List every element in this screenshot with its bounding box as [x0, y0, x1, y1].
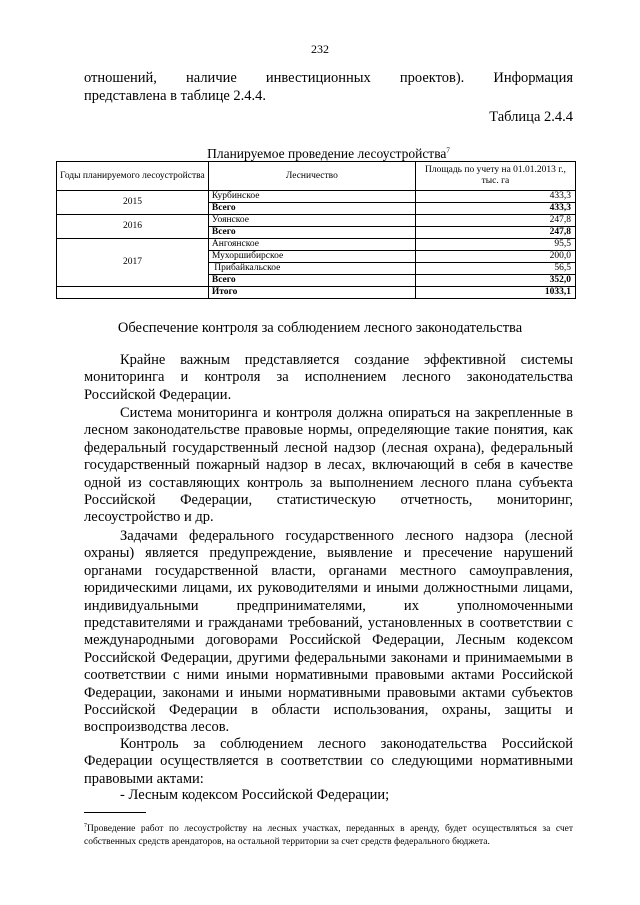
table-title: Планируемое проведение лесоустройства$^7$: [207, 146, 450, 161]
intro-line-1: отношений, наличие инвестиционных проектов). Информация: [84, 70, 573, 86]
table-row: [57, 215, 576, 227]
table-row: [57, 287, 576, 299]
footnote-mark: 7: [446, 146, 450, 155]
forest-management-table: [56, 161, 576, 299]
table-row: [57, 191, 576, 203]
forestry-cell: Уоянское: [208, 215, 415, 227]
total-label-cell: Всего: [208, 227, 415, 239]
paragraph-4: Контроль за соблюдением лесного законодательства Российской Федерации осуществляется в соответствии со следующими нормативными правовыми актами:: [84, 736, 573, 787]
year-cell: 2016: [57, 215, 209, 239]
forestry-cell: Мухоршибирское: [208, 251, 415, 263]
area-cell: 433,3: [415, 191, 575, 203]
intro-line-2: представлена в таблице 2.4.4.: [84, 88, 267, 104]
total-value-cell: 433,3: [415, 203, 575, 215]
forestry-cell: Курбинское: [208, 191, 415, 203]
header-forestry: Лесничество: [208, 162, 415, 191]
paragraph-5: - Лесным кодексом Российской Федерации;: [120, 787, 390, 803]
area-cell: 56,5: [415, 263, 575, 275]
footnote-number: 7: [84, 823, 87, 829]
footnote-text: Проведение работ по лесоустройству на лесных участках, переданных в аренду, будет осуществляться за счет собственных средств арендаторов, на остальной территории за счет средств федерального бюджета.: [84, 824, 573, 848]
year-cell: 2017: [57, 239, 209, 287]
grand-total-value-cell: 1033,1: [415, 287, 575, 299]
header-area: Площадь по учету на 01.01.2013 г., тыс. га: [415, 162, 575, 191]
section-heading: Обеспечение контроля за соблюдением лесного законодательства: [117, 320, 523, 336]
paragraph-2: Система мониторинга и контроля должна опираться на закрепленные в лесном законодательстве правовые нормы, определяющие такие понятия, как федеральный государственный лесной надзор (лесная охрана), федеральный государственный пожарный надзор в лесах, включающий в себя в качестве одной из составляющих контроль за выполнением лесного плана субъекта Российской Федерации, статистическую отчетность, мониторинг, лесоустройство и др.: [84, 405, 573, 526]
area-cell: 247,8: [415, 215, 575, 227]
year-cell: 2015: [57, 191, 209, 215]
paragraph-1: Крайне важным представляется создание эффективной системы мониторинга и контроля за исполнением лесного законодательства Российской Федерации.: [84, 352, 573, 403]
table-label: Таблица 2.4.4: [489, 109, 573, 125]
total-value-cell: 352,0: [415, 275, 575, 287]
table-row: [57, 239, 576, 251]
page-number: 232: [311, 42, 329, 56]
total-value-cell: 247,8: [415, 227, 575, 239]
total-label-cell: Всего: [208, 275, 415, 287]
area-cell: 200,0: [415, 251, 575, 263]
grand-total-label-cell: Итого: [208, 287, 415, 299]
header-years: Годы планируемого лесоустройства: [57, 162, 209, 191]
table-header-row: [57, 162, 576, 191]
footnote: [84, 820, 573, 849]
forestry-cell: Прибайкальское: [208, 263, 415, 275]
total-label-cell: Всего: [208, 203, 415, 215]
paragraph-3: Задачами федерального государственного лесного надзора (лесной охраны) является предупреждение, выявление и пресечение нарушений органами государственной власти, органами местного самоуправления, юридическими лицами, их руководителями и иными должностными лицами, индивидуальными предпринимателями, их уполномоченными представителями и гражданами требований, установленных в соответствии с международными договорами Российской Федерации, Лесным кодексом Российской Федерации, другими федеральными законами и принимаемыми в соответствии с ними иными нормативными правовыми актами Российской Федерации, законами и иными нормативными правовыми актами субъектов Российской Федерации в области использования, охраны, защиты и воспроизводства лесов.: [84, 528, 573, 736]
footnote-divider: [84, 812, 146, 813]
area-cell: 95,5: [415, 239, 575, 251]
forestry-cell: Ангоянское: [208, 239, 415, 251]
